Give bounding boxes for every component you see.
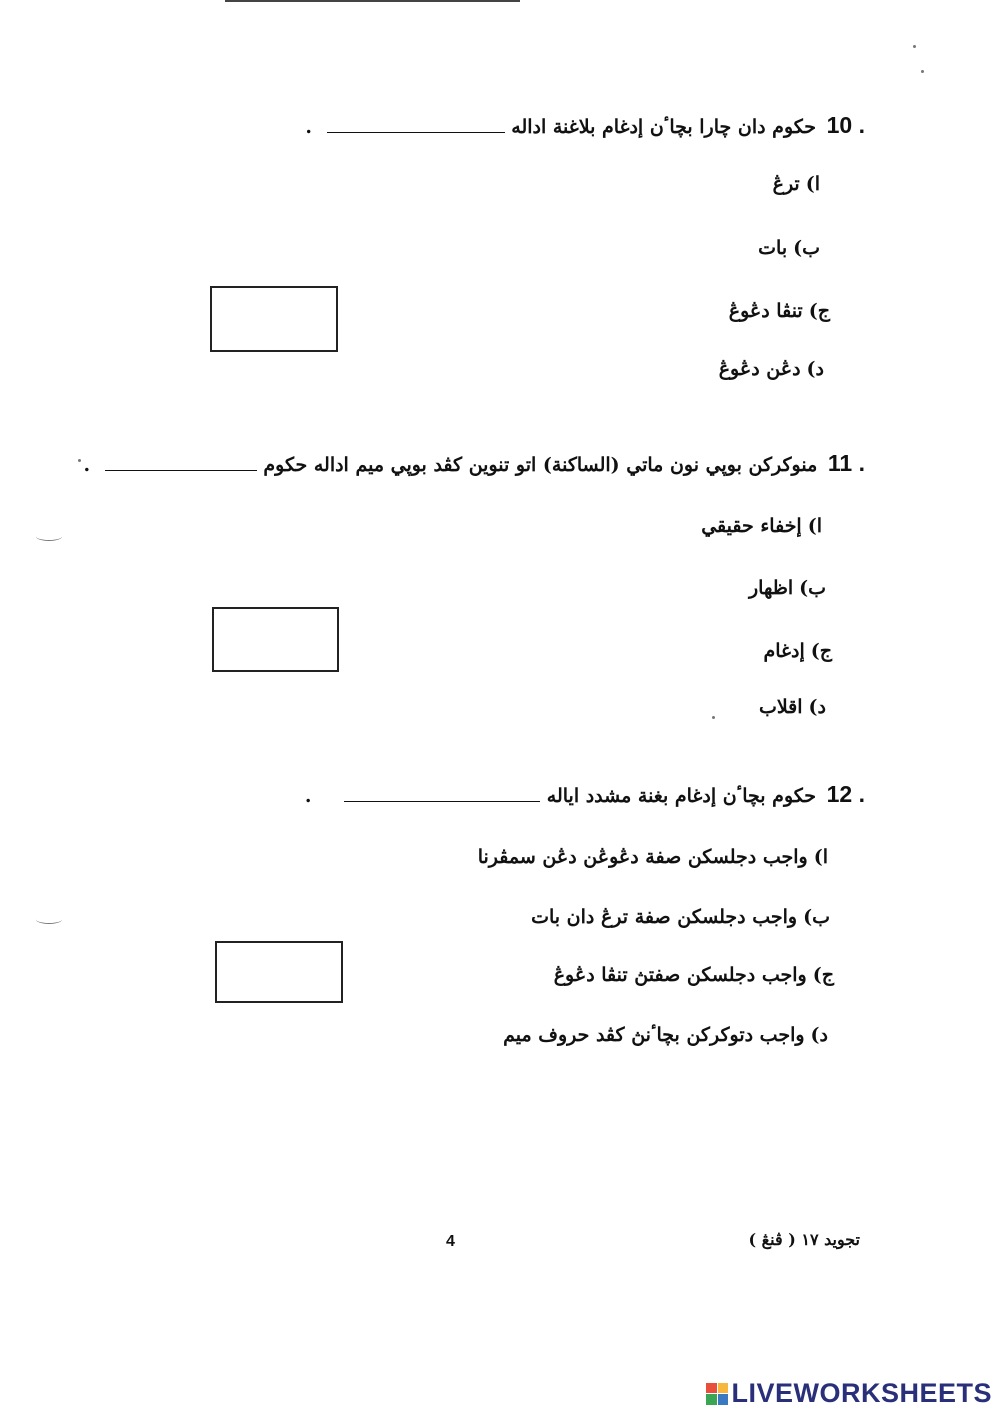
- end-mark: .: [304, 785, 312, 807]
- top-edge-line: [225, 0, 520, 2]
- option-letter: ب): [793, 237, 820, 259]
- option-12-a: [478, 846, 828, 868]
- footer-subject: تجويد ١٧ ( ڤنڠ ): [748, 1230, 860, 1249]
- answer-blank: [327, 131, 505, 133]
- logo-square: [718, 1394, 729, 1405]
- option-letter: ب): [799, 577, 826, 599]
- option-text: واجب دجلسکن صفة دڠوڠن دڠن سمڤرنا: [477, 846, 808, 868]
- question-text: حکوم دان چارا بچاٴن إدغام بلاغنة اداله: [511, 116, 816, 138]
- option-10-a: [773, 173, 820, 195]
- scan-speck: [712, 716, 715, 719]
- liveworksheets-logo-icon: [706, 1383, 728, 1405]
- option-text: دڠن دڠوڠ: [718, 358, 801, 380]
- option-text: واجب دجلسکن صفة ترڠ دان بات: [531, 906, 798, 928]
- option-12-d: [503, 1024, 828, 1046]
- question-11: [84, 450, 865, 477]
- page-number: 4: [446, 1233, 455, 1250]
- scan-smudge: [36, 915, 62, 924]
- answer-box-12[interactable]: [215, 941, 343, 1003]
- option-letter: ا): [813, 846, 828, 868]
- scan-smudge: [36, 532, 62, 541]
- question-number: 10 .: [826, 112, 865, 138]
- watermark-text: LIVEWORKSHEETS: [731, 1378, 992, 1408]
- option-text: تنڤا دڠوڠ: [728, 300, 803, 322]
- question-text: حکوم بچاٴن إدغام بغنة مشدد اياله: [546, 785, 816, 807]
- question-number: 11 .: [827, 450, 865, 476]
- logo-square: [706, 1394, 717, 1405]
- end-mark: .: [305, 116, 313, 138]
- scan-speck: [78, 459, 81, 462]
- option-letter: ج): [812, 964, 834, 986]
- option-letter: د): [806, 358, 824, 380]
- option-text: إخفاء حقيقي: [701, 515, 802, 537]
- logo-square: [718, 1383, 729, 1394]
- option-12-b: [531, 906, 830, 928]
- liveworksheets-watermark: [706, 1378, 992, 1409]
- answer-box-11[interactable]: [212, 607, 339, 672]
- option-letter: ج): [810, 640, 832, 662]
- question-10: [305, 112, 865, 139]
- scan-speck: [913, 45, 916, 48]
- option-12-c: [554, 964, 834, 986]
- option-letter: ج): [808, 300, 830, 322]
- option-10-d: [719, 358, 824, 380]
- question-number: 12 .: [826, 781, 865, 807]
- answer-blank: [344, 800, 540, 802]
- option-text: ترڠ: [772, 173, 800, 195]
- option-text: واجب دجلسکن صفتڽ تنڤا دڠوڠ: [553, 964, 807, 986]
- option-letter: ا): [807, 515, 822, 537]
- option-letter: د): [810, 1024, 828, 1046]
- end-mark: .: [83, 454, 91, 476]
- question-12: [305, 781, 865, 808]
- option-letter: ب): [803, 906, 830, 928]
- logo-square: [706, 1383, 717, 1394]
- option-11-c: [764, 640, 833, 662]
- option-text: اظهار: [748, 577, 794, 599]
- option-11-a: [701, 515, 822, 537]
- answer-blank: [105, 469, 257, 471]
- option-10-b: [758, 237, 820, 259]
- option-11-d: [759, 696, 826, 718]
- scan-speck: [921, 70, 924, 73]
- option-11-b: [749, 577, 826, 599]
- option-letter: ا): [805, 173, 820, 195]
- option-text: واجب دتوکرکن بچاٴنڽ کڤد حروف ميم: [503, 1024, 805, 1046]
- option-text: بات: [758, 237, 788, 259]
- option-text: اقلاب: [758, 696, 803, 718]
- option-10-c: [729, 300, 830, 322]
- option-letter: د): [808, 696, 826, 718]
- answer-box-10[interactable]: [210, 286, 338, 352]
- question-text: منوکرکن بوڽي نون ماتي (الساکنة) اتو تنوين کڤد بوڽي ميم اداله حکوم: [263, 454, 818, 476]
- option-text: إدغام: [763, 640, 805, 662]
